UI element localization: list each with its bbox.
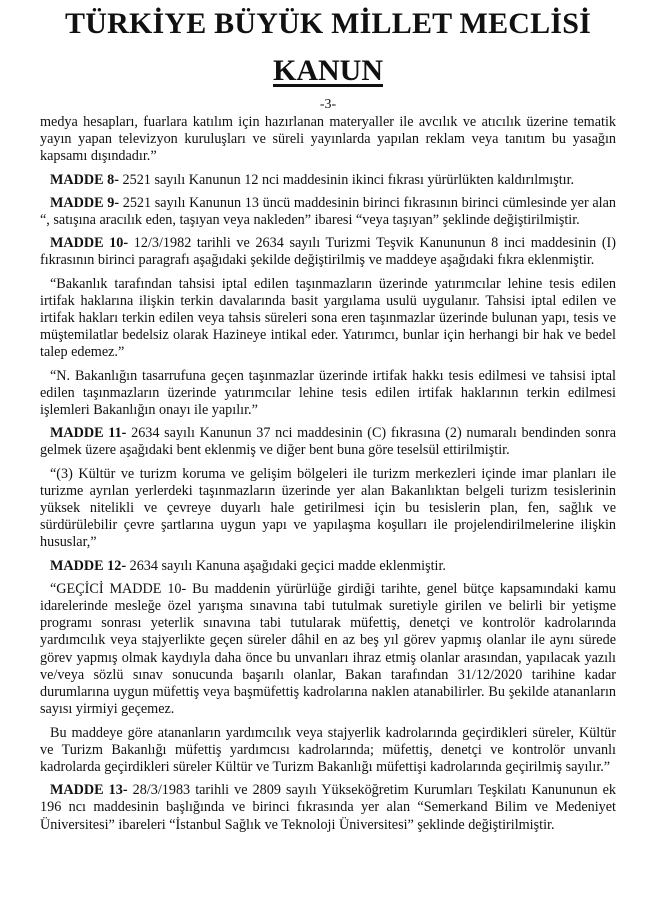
paragraph-continuation xyxy=(40,114,616,166)
article-label: MADDE 9- xyxy=(50,194,120,211)
institution-title: TÜRKİYE BÜYÜK MİLLET MECLİSİ xyxy=(65,7,591,40)
article-9 xyxy=(40,195,616,229)
paragraph-text: 28/3/1983 tarihli ve 2809 sayılı Yükseköğretim Kurumları Teşkilatı Kanununun ek 196 ncı maddesinin başlığında ve birinci fıkrasında yer alan “Semerkand Bilim ve Medeniyet Üniversitesi” ibareleri “İstanbul Sağlık ve Teknoloji Üniversitesi” şeklinde değiştirilmiştir. xyxy=(40,782,616,833)
article-label: MADDE 11- xyxy=(50,425,127,442)
quoted-paragraph xyxy=(40,466,616,552)
paragraph-text: 2521 sayılı Kanunun 13 üncü maddesinin birinci fıkrasının birinci cümlesinde yer alan “, satışına aracılık eden, taşıyan veya nakleden” ibaresi “veya taşıyan” şeklinde değiştirilmiştir. xyxy=(40,194,616,229)
document-type-label: KANUN xyxy=(273,54,383,87)
article-label: MADDE 8- xyxy=(50,171,119,188)
quoted-paragraph xyxy=(40,581,616,719)
paragraph-text: 2634 sayılı Kanunun 37 nci maddesinin (C) fıkrasına (2) numaralı bendinden sonra gelmek üzere aşağıdaki bent eklenmiş ve diğer bent buna göre teselsül ettirilmiştir. xyxy=(40,425,616,459)
quoted-paragraph xyxy=(40,725,616,777)
paragraph-text: Bu maddeye göre atananların yardımcılık veya stajyerlik kadrolarında geçirdikleri süreler, Kültür ve Turizm Bakanlığı müfettiş yardımcısı kadrolarında; müfettiş, denetçi ve kontrolör unvanlı kadrolarda geçirdikleri süreler Kültür ve Turizm Bakanlığı müfettişi kadrolarında geçirilmiş sayılır.” xyxy=(40,724,616,775)
article-8 xyxy=(40,172,616,189)
document-type-heading xyxy=(40,56,616,86)
paragraph-text: 2634 sayılı Kanuna aşağıdaki geçici madde eklenmiştir. xyxy=(129,557,446,574)
quoted-paragraph xyxy=(40,368,616,420)
paragraph-text: “(3) Kültür ve turizm koruma ve gelişim bölgeleri ile turizm merkezleri içinde imar planları ile turizme ayrılan yerlerdeki taşınmazların üzerinde yer alan Bakanlıktan belgeli turizm tesislerinin yüksek nitelikli ve çevreye duyarlı hale getirilmesi için bu tesislerin plan, fen, sağlık ve sürdürülebilir çevre şartlarına uygun yapı ve yapılaşma koşulları ile projelendirilmelerine ilişkin hususlar,” xyxy=(40,465,616,551)
article-10 xyxy=(40,235,616,269)
article-label: MADDE 12- xyxy=(50,557,127,574)
article-11 xyxy=(40,425,616,459)
paragraph-text: “GEÇİCİ MADDE 10- Bu maddenin yürürlüğe girdiği tarihte, genel bütçe kapsamındaki kamu idarelerinde mesleğe özel yarışma sınavına tabi tutulmak suretiyle girilen ve belirli bir yetişme programı sonrası yeterlik sınavına tabi tutularak müfettiş, denetçi ve kontrolör kadrolarında yardımcılık veya stajyerlikte geçen süreler dâhil en az beş yıl görev yapmış olanlar ile aynı sürede görev yapmış olmak kaydıyla daha önce bu unvanları ihraz etmiş olanlar arasından, yapılacak yazılı ve/veya sözlü sınav sonucunda başarılı olanlar, Bakan tarafından 31/12/2020 tarihine kadar durumlarına uygun müfettiş veya başmüfettiş kadrolarına naklen atanabilirler. Bu şekilde atananların sayısı yirmiyi geçemez. xyxy=(40,580,616,718)
paragraph-text: “Bakanlık tarafından tahsisi iptal edilen taşınmazların üzerinde yatırımcılar lehine tesis edilen irtifak haklarına ilişkin terkin davalarında basit yargılama usulü uygulanır. Tahsisi iptal edilen ve irtifak hakları terkin edilen veya tahsis süreleri sona eren taşınmazlar üzerinde bulunan yapı, tesis ve müştemilatlar bedelsiz olarak Hazineye intikal eder. Yatırımcı, bunlar için herhangi bir hak ve bedel talep edemez.” xyxy=(40,275,616,361)
document-body xyxy=(40,114,616,834)
article-12 xyxy=(40,558,616,575)
paragraph-text: 2521 sayılı Kanunun 12 nci maddesinin ikinci fıkrası yürürlükten kaldırılmıştır. xyxy=(122,171,575,188)
paragraph-text: “N. Bakanlığın tasarrufuna geçen taşınmazlar üzerinde irtifak hakkı tesis edilmesi ve tahsisi iptal edilen taşınmazların üzerinde yatırımcılar lehine tesis edilen irtifak haklarının terkin edilmesi işlemleri Bakanlığın onayı ile yapılır.” xyxy=(40,367,616,419)
article-label: MADDE 10- xyxy=(50,235,129,252)
article-label: MADDE 13- xyxy=(50,782,128,799)
paragraph-text: medya hesapları, fuarlara katılım için hazırlanan materyaller ile avcılık ve atıcılık üzerine tematik yayın yapan televizyon kuruluşları ve süreli yayınlarda yapılan reklam veya tanıtım bu yasağın kapsamı dışındadır.” xyxy=(40,114,616,165)
article-13 xyxy=(40,782,616,834)
page-number: -3- xyxy=(319,97,337,112)
quoted-paragraph xyxy=(40,276,616,362)
paragraph-text: 12/3/1982 tarihli ve 2634 sayılı Turizmi Teşvik Kanununun 8 inci maddesinin (I) fıkrasının birinci paragrafı aşağıdaki şekilde değiştirilmiş ve maddeye aşağıdaki fıkra eklenmiştir. xyxy=(40,235,617,269)
